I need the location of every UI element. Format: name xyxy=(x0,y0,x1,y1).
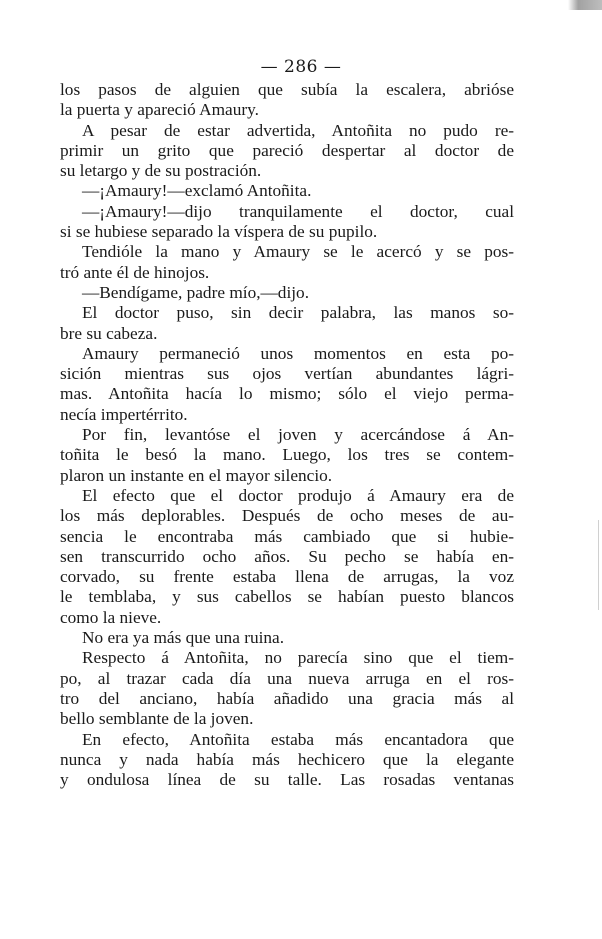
text-line: tró ante él de hinojos. xyxy=(60,262,210,282)
text-line: si se hubiese separado la víspera de su pupilo. xyxy=(60,222,378,242)
text-line: A pesar de estar advertida, Antoñita no pudo re- xyxy=(82,120,514,140)
text-line: la puerta y apareció Amaury. xyxy=(60,100,259,120)
text-line: sencia le encontraba más cambiado que si hubie- xyxy=(60,526,514,546)
text-line: plaron un instante en el mayor silencio. xyxy=(60,465,333,485)
page-number-header: — 286 — xyxy=(260,57,342,77)
text-line: —Bendígame, padre mío,—dijo. xyxy=(82,282,310,302)
text-line: necía impertérrito. xyxy=(60,404,188,424)
text-line: Respecto á Antoñita, no parecía sino que el tiem- xyxy=(82,648,514,668)
text-line: primir un grito que pareció despertar al doctor de xyxy=(60,140,514,160)
text-line: los pasos de alguien que subía la escalera, abrióse xyxy=(60,80,514,99)
text-line: En efecto, Antoñita estaba más encantadora que xyxy=(82,729,514,749)
text-line: bre su cabeza. xyxy=(60,323,158,343)
text-line: El efecto que el doctor produjo á Amaury era de xyxy=(82,485,514,505)
text-line: los más deplorables. Después de ocho meses de au- xyxy=(60,506,514,526)
text-line: po, al trazar cada día una nueva arruga en el ros- xyxy=(60,668,514,688)
page-edge-mark xyxy=(598,520,599,610)
text-line: como la nieve. xyxy=(60,607,162,627)
body-text xyxy=(60,80,514,790)
text-line: Tendióle la mano y Amaury se le acercó y se pos- xyxy=(82,242,514,262)
text-line: nunca y nada había más hechicero que la elegante xyxy=(60,749,514,769)
text-line: su letargo y de su postración. xyxy=(60,161,262,181)
text-line: —¡Amaury!—dijo tranquilamente el doctor, cual xyxy=(82,201,514,221)
text-line: y ondulosa línea de su talle. Las rosadas ventanas xyxy=(60,770,514,790)
text-line: sen transcurrido ocho años. Su pecho se había en- xyxy=(60,546,514,566)
text-line: sición mientras sus ojos vertían abundantes lágri- xyxy=(60,364,514,384)
text-line: Amaury permaneció unos momentos en esta po- xyxy=(82,343,514,363)
text-line: El doctor puso, sin decir palabra, las manos so- xyxy=(82,303,514,323)
text-line: toñita le besó la mano. Luego, los tres se contem- xyxy=(60,445,514,465)
text-line: tro del anciano, había añadido una gracia más al xyxy=(60,688,514,708)
page-edge-shadow xyxy=(568,0,602,10)
text-line: mas. Antoñita hacía lo mismo; sólo el viejo perma- xyxy=(60,384,514,404)
text-line: bello semblante de la joven. xyxy=(60,709,254,729)
text-line: le temblaba, y sus cabellos se habían puesto blancos xyxy=(60,587,514,607)
text-line: —¡Amaury!—exclamó Antoñita. xyxy=(82,181,312,201)
text-line: Por fin, levantóse el joven y acercándose á An- xyxy=(82,425,514,445)
text-line: corvado, su frente estaba llena de arrugas, la voz xyxy=(60,567,514,587)
text-line: No era ya más que una ruina. xyxy=(82,628,285,648)
